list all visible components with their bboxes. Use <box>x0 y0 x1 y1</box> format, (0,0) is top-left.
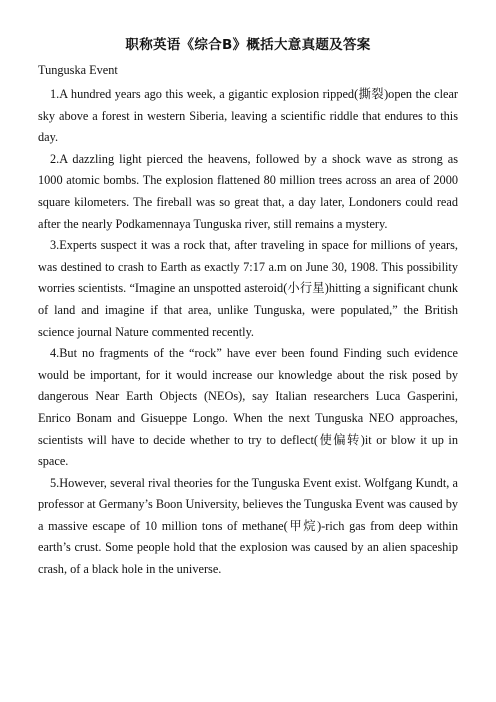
paragraph-1: 1.A hundred years ago this week, a gigantic explosion ripped(撕裂)open the clear sky above a forest in western Siberia, leaving a scientific riddle that endures to this day. <box>38 87 458 145</box>
paragraph-2: 2.A dazzling light pierced the heavens, followed by a shock wave as strong as 1000 atomic bombs. The explosion flattened 80 million trees across an area of 2000 square kilometers. The fireball was so great that, a day later, Londoners could read after the nearly Podkamennaya Tunguska river, still remains a mystery. <box>38 151 458 231</box>
paragraph-4: 4.But no fragments of the “rock” have ever been found Finding such evidence would be important, for it would increase our knowledge about the risk posed by dangerous Near Earth Objects (NEOs), say Italian researchers Luca Gasperini, Enrico Bonam and Gisueppe Longo. When the next Tunguska NEO approaches, scientists will have to decide whether to try to deflect(使偏转)it or blow it up in space. <box>38 346 458 469</box>
paragraph-5: 5.However, several rival theories for the Tunguska Event exist. Wolfgang Kundt, a professor at Germany’s Boon University, believes the Tunguska Event was caused by a massive escape of 10 million tons of methane(甲烷)-rich gas from deep within earth’s crust. Some people hold that the explosion was caused by an alien spaceship crash, of a black hole in the universe. <box>38 475 458 577</box>
article-heading: Tunguska Event <box>38 63 118 77</box>
document-title: 职称英语《综合B》概括大意真题及答案 <box>125 37 371 53</box>
paragraph-3: 3.Experts suspect it was a rock that, after traveling in space for millions of years, was destined to crash to Earth as exactly 7:17 a.m on June 30, 1908. This possibility worries scientists. “Imagine an unspotted asteroid(小行星)hitting a significant chunk of land and imagine if that area, unlike Tunguska, were populated,” the British science journal Nature commented recently. <box>38 238 458 339</box>
